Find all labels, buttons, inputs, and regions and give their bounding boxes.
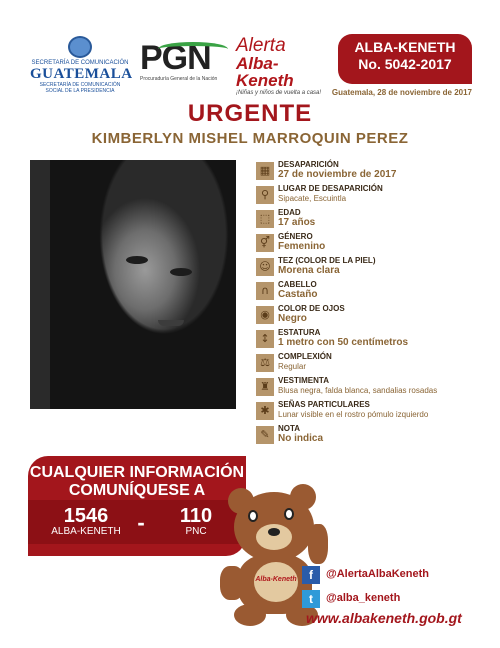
detail-row <box>256 208 482 232</box>
website-link[interactable]: www.albakeneth.gob.gt <box>306 610 462 626</box>
detail-label: COLOR DE OJOS <box>278 304 345 313</box>
detail-value: Castaño <box>278 289 318 300</box>
detail-value: Lunar visible en el rostro pómulo izquierdo <box>278 410 429 419</box>
hair-icon: ∩ <box>256 282 274 300</box>
alert-badge <box>338 34 472 84</box>
height-icon: ↕ <box>256 330 274 348</box>
alerta-tagline: ¡Niñas y niños de vuelta a casa! <box>236 90 322 96</box>
phone-number-b: 110 <box>179 505 213 527</box>
marks-icon: ✱ <box>256 402 274 420</box>
badge-title: ALBA-KENETH <box>354 39 456 55</box>
age-icon: ⬚ <box>256 210 274 228</box>
bear-raised-arm <box>308 524 328 564</box>
phone-label-a: ALBA-KENETH <box>51 526 121 537</box>
detail-value: Femenino <box>278 241 326 252</box>
detail-label: NOTA <box>278 424 301 433</box>
detail-row <box>256 304 482 328</box>
gender-icon: ⚥ <box>256 234 274 252</box>
detail-label: TEZ (COLOR DE LA PIEL) <box>278 256 376 265</box>
urgent-title: URGENTE <box>187 100 313 127</box>
missing-person-name: KIMBERLYN MISHEL MARROQUIN PEREZ <box>91 130 409 147</box>
social-links <box>302 566 482 614</box>
note-icon: ✎ <box>256 426 274 444</box>
phone-separator: - <box>137 510 145 535</box>
detail-row <box>256 232 482 256</box>
detail-value: Sipacate, Escuintla <box>278 194 347 203</box>
contact-line-2: COMUNÍQUESE A <box>68 482 206 499</box>
detail-value: 27 de noviembre de 2017 <box>278 169 397 180</box>
phone-alba-keneth[interactable] <box>46 506 126 538</box>
detail-value: Negro <box>278 313 307 324</box>
calendar-icon: ▦ <box>256 162 274 180</box>
detail-value: Blusa negra, falda blanca, sandalias rosadas <box>278 386 438 395</box>
bear-left-arm <box>220 566 244 600</box>
gov-name: GUATEMALA <box>30 66 133 82</box>
bear-right-eye <box>284 508 294 520</box>
details-list <box>256 160 482 448</box>
detail-row <box>256 424 482 448</box>
detail-value: Morena clara <box>278 265 340 276</box>
pgn-name: PGN <box>140 39 211 77</box>
bear-nose <box>268 528 280 536</box>
issue-date: Guatemala, 28 de noviembre de 2017 <box>331 88 472 97</box>
facebook-icon: f <box>302 566 320 584</box>
pgn-swoosh-icon <box>158 42 228 56</box>
scale-icon: ⚖ <box>256 354 274 372</box>
pgn-sub: Procuraduría General de la Nación <box>140 76 218 82</box>
detail-row <box>256 400 482 424</box>
detail-label: SEÑAS PARTICULARES <box>278 400 370 409</box>
photo-right-eye <box>170 268 192 276</box>
detail-label: CABELLO <box>278 280 317 289</box>
bear-left-foot <box>234 604 266 626</box>
detail-row <box>256 376 482 400</box>
location-pin-icon: ⚲ <box>256 186 274 204</box>
twitter-icon: t <box>302 590 320 608</box>
badge-number: No. 5042-2017 <box>358 56 452 72</box>
detail-value: 17 años <box>278 217 316 228</box>
detail-label: EDAD <box>278 208 301 217</box>
detail-value: No indica <box>278 433 324 444</box>
alba-keneth-word: Alba-Keneth <box>236 54 294 90</box>
pgn-logo <box>140 40 232 90</box>
detail-label: LUGAR DE DESAPARICIÓN <box>278 184 383 193</box>
detail-label: ESTATURA <box>278 328 321 337</box>
detail-label: DESAPARICIÓN <box>278 160 339 169</box>
photo-left-eye <box>126 256 148 264</box>
facebook-handle: @AlertaAlbaKeneth <box>326 568 430 580</box>
gov-sub-line-1: SECRETARÍA DE COMUNICACIÓN <box>39 82 121 88</box>
detail-label: VESTIMENTA <box>278 376 329 385</box>
detail-row <box>256 256 482 280</box>
gov-sub-line-2: SOCIAL DE LA PRESIDENCIA <box>45 88 115 94</box>
detail-row <box>256 184 482 208</box>
detail-row <box>256 352 482 376</box>
eye-icon: ◉ <box>256 306 274 324</box>
photo-hair <box>50 160 236 409</box>
detail-label: COMPLEXIÓN <box>278 352 332 361</box>
gov-top-text: SECRETARÍA DE COMUNICACIÓN <box>31 60 129 66</box>
contact-line-1: CUALQUIER INFORMACIÓN <box>29 464 245 481</box>
detail-row <box>256 280 482 304</box>
photo-mouth <box>158 320 184 326</box>
facebook-link[interactable] <box>302 566 482 586</box>
detail-value: 1 metro con 50 centímetros <box>278 337 409 348</box>
phone-number-a: 1546 <box>63 505 109 527</box>
alerta-word: Alerta <box>236 35 286 56</box>
face-icon: ☺ <box>256 258 274 276</box>
detail-row <box>256 328 482 352</box>
bear-left-eye <box>248 510 258 522</box>
detail-label: GÉNERO <box>278 232 313 241</box>
detail-value: Regular <box>278 362 307 371</box>
phone-label-b: PNC <box>185 526 207 537</box>
twitter-handle: @alba_keneth <box>326 592 401 604</box>
detail-row <box>256 160 482 184</box>
guatemala-seal-icon <box>68 36 92 58</box>
missing-person-photo <box>30 160 236 409</box>
alerta-logo <box>236 35 332 96</box>
guatemala-logo <box>30 36 133 94</box>
twitter-link[interactable] <box>302 590 482 610</box>
bear-badge-text: Alba-Keneth <box>255 576 297 583</box>
shirt-icon: ♜ <box>256 378 274 396</box>
